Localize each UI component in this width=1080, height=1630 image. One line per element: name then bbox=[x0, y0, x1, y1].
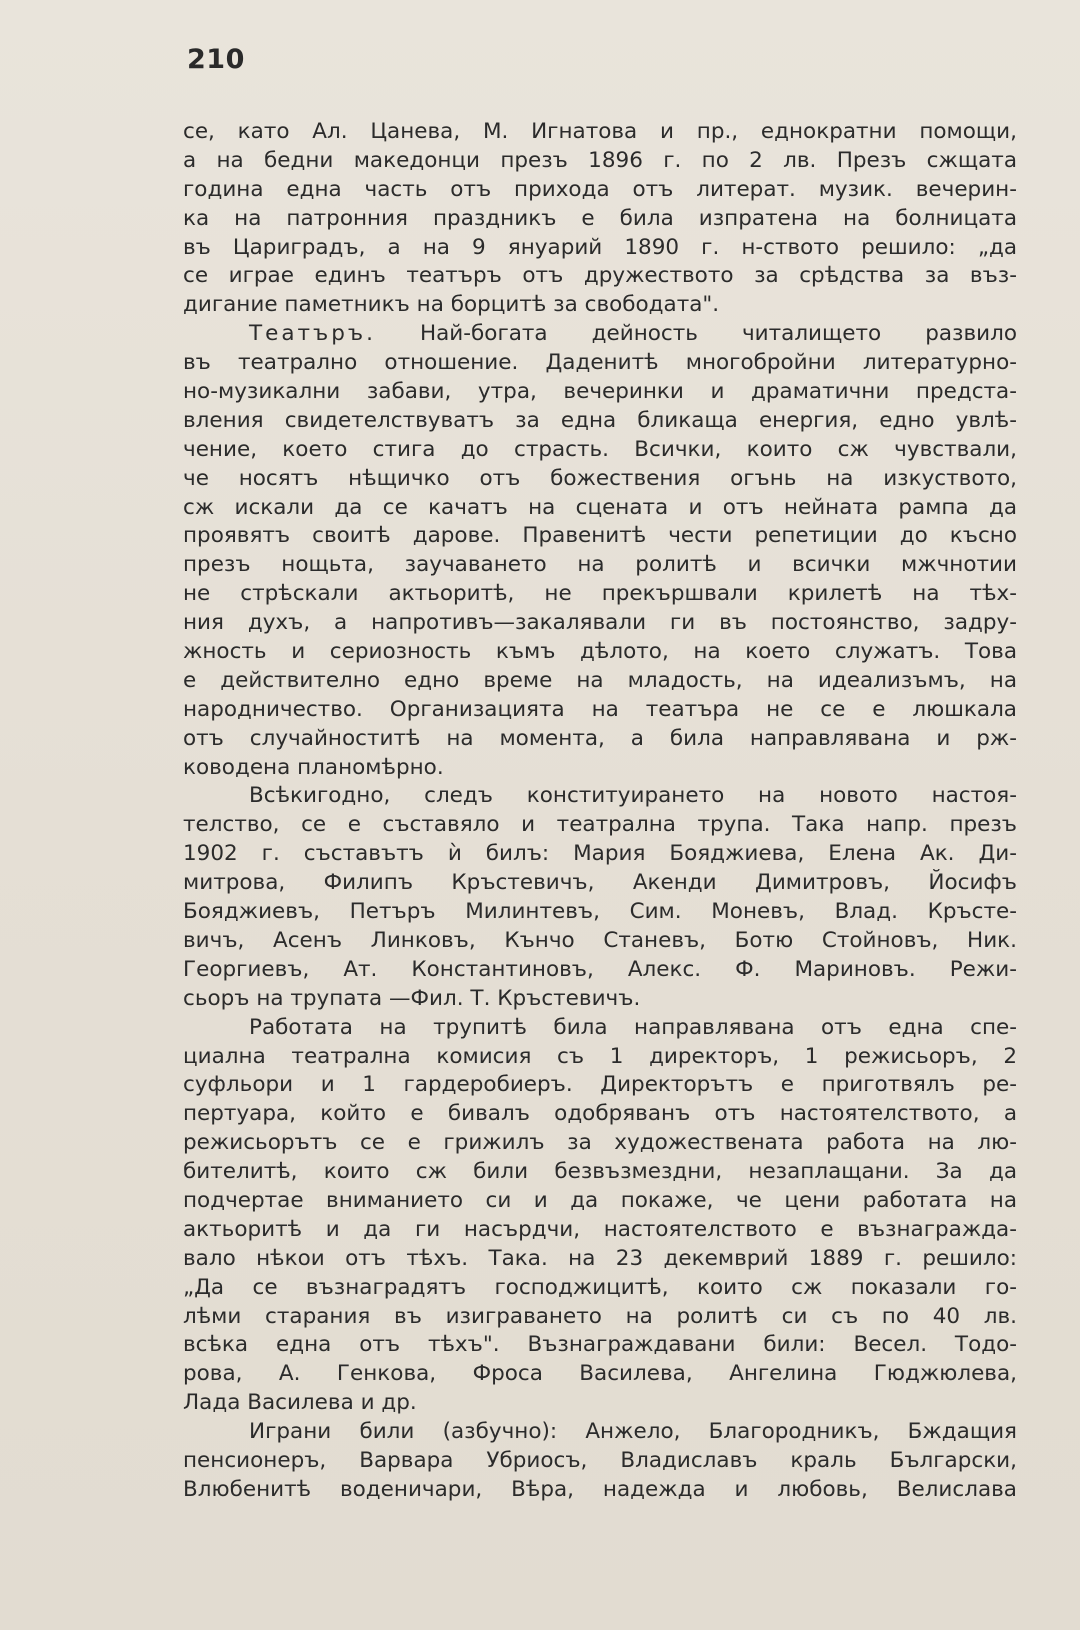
text-line: жность и сериозность къмъ дѣлото, на което служатъ. Това bbox=[183, 639, 1017, 665]
text-line: подчертае вниманието си и да покаже, че цени работата на bbox=[183, 1187, 1017, 1213]
body-text bbox=[183, 118, 1017, 1505]
paragraph-2 bbox=[183, 320, 1017, 782]
text-line: отъ случайноститѣ на момента, а била направлявана и рж- bbox=[183, 725, 1017, 751]
text-line: пертуара, който е бивалъ одобряванъ отъ настоятелството, а bbox=[183, 1101, 1017, 1127]
paragraph-4 bbox=[183, 1014, 1017, 1418]
paragraph-3 bbox=[183, 782, 1017, 1013]
text-line: вичъ, Асенъ Линковъ, Кънчо Станевъ, Ботю Стойновъ, Ник. bbox=[183, 927, 1017, 953]
paragraph-5 bbox=[183, 1418, 1017, 1505]
paragraph-1 bbox=[183, 118, 1017, 320]
text-line: Георгиевъ, Ат. Константиновъ, Алекс. Ф. Мариновъ. Режи- bbox=[183, 956, 1017, 982]
text-line: Работата на трупитѣ била направлявана отъ една спе- bbox=[249, 1014, 1017, 1040]
text-line: Играни били (азбучно): Анжело, Благородникъ, Бждащия bbox=[249, 1419, 1017, 1445]
text-line-first bbox=[183, 320, 1017, 349]
text-line: актьоритѣ и да ги насърдчи, настоятелството е възнагражда- bbox=[183, 1216, 1017, 1242]
text-line: пенсионеръ, Варвара Убриосъ, Владиславъ краль Български, bbox=[183, 1447, 1017, 1473]
text-line: презъ нощьта, заучаването на ролитѣ и всички мжчнотии bbox=[183, 552, 1017, 578]
text-line: вления свидетелствуватъ за една бликаща енергия, едно увлѣ- bbox=[183, 407, 1017, 433]
text-line: телство, се е съставяло и театрална трупа. Така напр. презъ bbox=[183, 812, 1017, 838]
text-line: а на бедни македонци презъ 1896 г. по 2 лв. Презъ сжщата bbox=[183, 147, 1017, 173]
text-line: Лада Василева и др. bbox=[183, 1390, 417, 1416]
text-line: 1902 г. съставътъ ѝ билъ: Мария Бояджиева, Елена Ак. Ди- bbox=[183, 841, 1017, 867]
text-line: митрова, Филипъ Кръстевичъ, Акенди Димитровъ, Йосифъ bbox=[183, 870, 1017, 896]
text-line: Всѣкигодно, следъ конституирането на новото настоя- bbox=[249, 783, 1017, 809]
text-line: година една часть отъ прихода отъ литерат. музик. вечерин- bbox=[183, 176, 1017, 202]
text-line: дигание паметникъ на борцитѣ за свободата". bbox=[183, 292, 720, 318]
text-line: циална театрална комисия съ 1 директоръ, 1 режисьоръ, 2 bbox=[183, 1043, 1017, 1069]
text-line: режисьорътъ се е грижилъ за художествената работа на лю- bbox=[183, 1130, 1017, 1156]
text-line: рова, А. Генкова, Фроса Василева, Ангелина Гюджюлева, bbox=[183, 1361, 1017, 1387]
text-line: ния духъ, а напротивъ—закалявали ги въ постоянство, задру- bbox=[183, 610, 1017, 636]
text-line: че носятъ нѣщичко отъ божествения огънь на изкуството, bbox=[183, 465, 1017, 491]
text-line: се, като Ал. Цанева, М. Игнатова и пр., еднократни помощи, bbox=[183, 119, 1017, 144]
text-line-rest: Най-богата дейность читалището развило bbox=[375, 321, 1017, 347]
text-line: проявятъ своитѣ дарове. Правенитѣ чести репетиции до късно bbox=[183, 523, 1017, 549]
text-line: сж искали да се качатъ на сцената и отъ нейната рампа да bbox=[183, 494, 1017, 520]
text-line: въ театрално отношение. Даденитѣ многобройни литературно- bbox=[183, 350, 1017, 376]
text-line: е действително едно време на младость, на идеализъмъ, на bbox=[183, 667, 1017, 693]
text-line: но-музикални забави, утра, вечеринки и драматични предста- bbox=[183, 379, 1017, 405]
text-line: се играе единъ театъръ отъ дружеството за срѣдства за въз- bbox=[183, 263, 1017, 289]
text-line: ка на патронния праздникъ е била изпратена на болницата bbox=[183, 205, 1017, 231]
text-line: въ Цариградъ, а на 9 януарий 1890 г. н-ството решило: „да bbox=[183, 234, 1017, 260]
text-line: бителитѣ, които сж били безвъзмездни, незаплащани. За да bbox=[183, 1159, 1017, 1185]
section-heading: Театъръ. bbox=[249, 321, 376, 347]
text-line: ководена планомѣрно. bbox=[183, 754, 444, 780]
text-line: не стрѣскали актьоритѣ, не прекършвали крилетѣ на тѣх- bbox=[183, 581, 1017, 607]
text-line: Бояджиевъ, Петъръ Милинтевъ, Сим. Моневъ, Влад. Кръсте- bbox=[183, 899, 1017, 925]
text-line: чение, което стига до страсть. Всички, които сж чувствали, bbox=[183, 436, 1017, 462]
text-line: сьоръ на трупата —Фил. Т. Кръстевичъ. bbox=[183, 985, 641, 1011]
text-line: вало нѣкои отъ тѣхъ. Така. на 23 декемврий 1889 г. решило: bbox=[183, 1245, 1017, 1271]
text-line: „Да се възнаградятъ господжицитѣ, които сж показали го- bbox=[183, 1274, 1017, 1300]
text-line: народничество. Организацията на театъра не се е люшкала bbox=[183, 696, 1017, 722]
text-line: суфльори и 1 гардеробиеръ. Директорътъ е приготвялъ ре- bbox=[183, 1072, 1017, 1098]
text-line: Влюбенитѣ воденичари, Вѣра, надежда и любовь, Велислава bbox=[183, 1476, 1017, 1502]
text-line: всѣка една отъ тѣхъ". Възнаграждавани били: Весел. Тодо- bbox=[183, 1332, 1017, 1358]
text-line: лѣми старания въ изиграването на ролитѣ си съ по 40 лв. bbox=[183, 1303, 1017, 1329]
page-number: 210 bbox=[187, 44, 245, 75]
